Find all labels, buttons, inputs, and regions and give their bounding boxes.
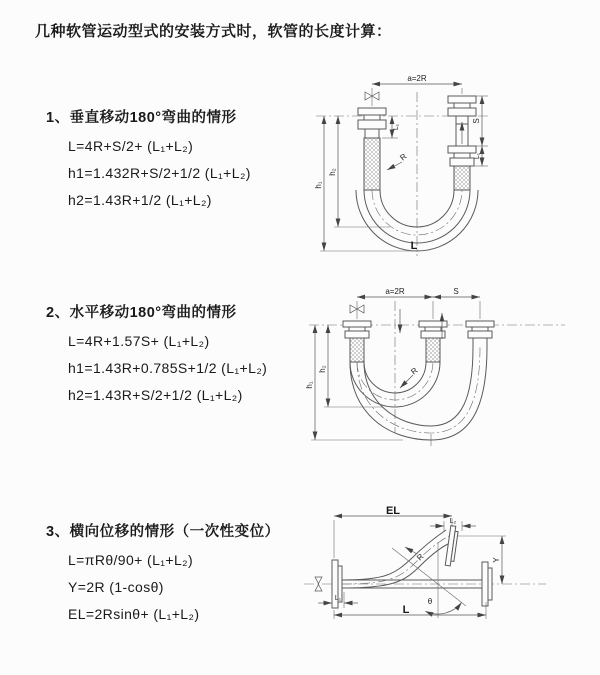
diagram-vertical-bend [310, 70, 590, 262]
right-flange [482, 562, 492, 606]
dim-label-a2r: a=2R [407, 74, 427, 83]
pipe-joint-icon [315, 577, 322, 591]
hose-displaced-outer [350, 347, 487, 440]
pipe-1-braid [350, 338, 364, 362]
dim-label-l: L [402, 604, 410, 616]
hose-displaced-centerline [357, 347, 480, 433]
page-title: 几种软管运动型式的安装方式时，软管的长度计算： [35, 23, 392, 40]
hose-curve-upper-wall [342, 530, 446, 580]
angle-label: θ [427, 597, 433, 606]
diagram-lateral-displacement [296, 502, 600, 652]
radius-label: R [415, 552, 426, 563]
dim-label-l1-right: L₁ [474, 152, 481, 160]
dim-label-el: EL [385, 505, 401, 517]
section-1 [46, 106, 251, 214]
left-pipe-fitting [358, 108, 386, 138]
pipe-3-fitting [466, 321, 494, 347]
right-braided-hose [454, 166, 470, 190]
dim-label-h2: h₂ [328, 168, 337, 176]
hose-displaced-inner [364, 347, 473, 426]
dim-label-a2r: a=2R [385, 287, 405, 296]
radius-label: R [409, 365, 420, 377]
section-2-heading: 2、水平移动180°弯曲的情形 [46, 305, 237, 321]
formula-line: h1=1.432R+S/2+1/2 (L₁+L₂) [68, 165, 251, 181]
left-braided-hose [364, 138, 380, 190]
radius-leader [387, 162, 402, 170]
upper-flange [445, 526, 458, 567]
formula-line: h2=1.43R+1/2 (L₁+L₂) [68, 192, 212, 208]
formula-line: h2=1.43R+S/2+1/2 (L₁+L₂) [68, 387, 243, 403]
section-3-heading: 3、横向位移的情形（一次性变位） [46, 524, 280, 540]
pipe-2-braid [426, 338, 440, 362]
formula-line: L=4R+1.57S+ (L₁+L₂) [68, 333, 210, 349]
dim-label-s: S [472, 118, 481, 124]
formula-line: L=πRθ/90+ (L₁+L₂) [68, 552, 194, 568]
pipe-2-fitting [419, 321, 447, 338]
formula-line: EL=2Rsinθ+ (L₁+L₂) [68, 606, 200, 622]
diagram-horizontal-bend [303, 285, 597, 457]
hose-arc [364, 190, 470, 243]
right-pipe-fitting-lower [448, 146, 476, 166]
hose-curve-centerline [342, 536, 449, 584]
radius-leader [405, 547, 417, 554]
formula-line: L=4R+S/2+ (L₁+L₂) [68, 138, 194, 154]
radius-leader [400, 375, 413, 388]
dim-label-l1-left: L₁ [393, 123, 400, 131]
dim-label-l2: L₂ [449, 518, 457, 525]
dim-label-s: S [453, 287, 459, 296]
length-label: L [410, 240, 418, 252]
dim-label-h2: h₂ [318, 365, 327, 373]
formula-line: h1=1.43R+0.785S+1/2 (L₁+L₂) [68, 360, 268, 376]
dim-label-y: Y [492, 557, 501, 563]
section-3 [46, 520, 280, 628]
dim-label-h1: h₁ [314, 181, 323, 189]
dim-label-l1: L₁ [334, 595, 342, 602]
section-1-heading: 1、垂直移动180°弯曲的情形 [46, 110, 237, 126]
formula-line: Y=2R (1-cosθ) [68, 579, 164, 595]
radius-label: R [398, 151, 409, 163]
dim-label-h1: h₁ [305, 381, 314, 389]
pipe-1-fitting [343, 321, 371, 338]
section-2 [46, 301, 267, 409]
hose-curve-lower-wall [342, 542, 452, 588]
